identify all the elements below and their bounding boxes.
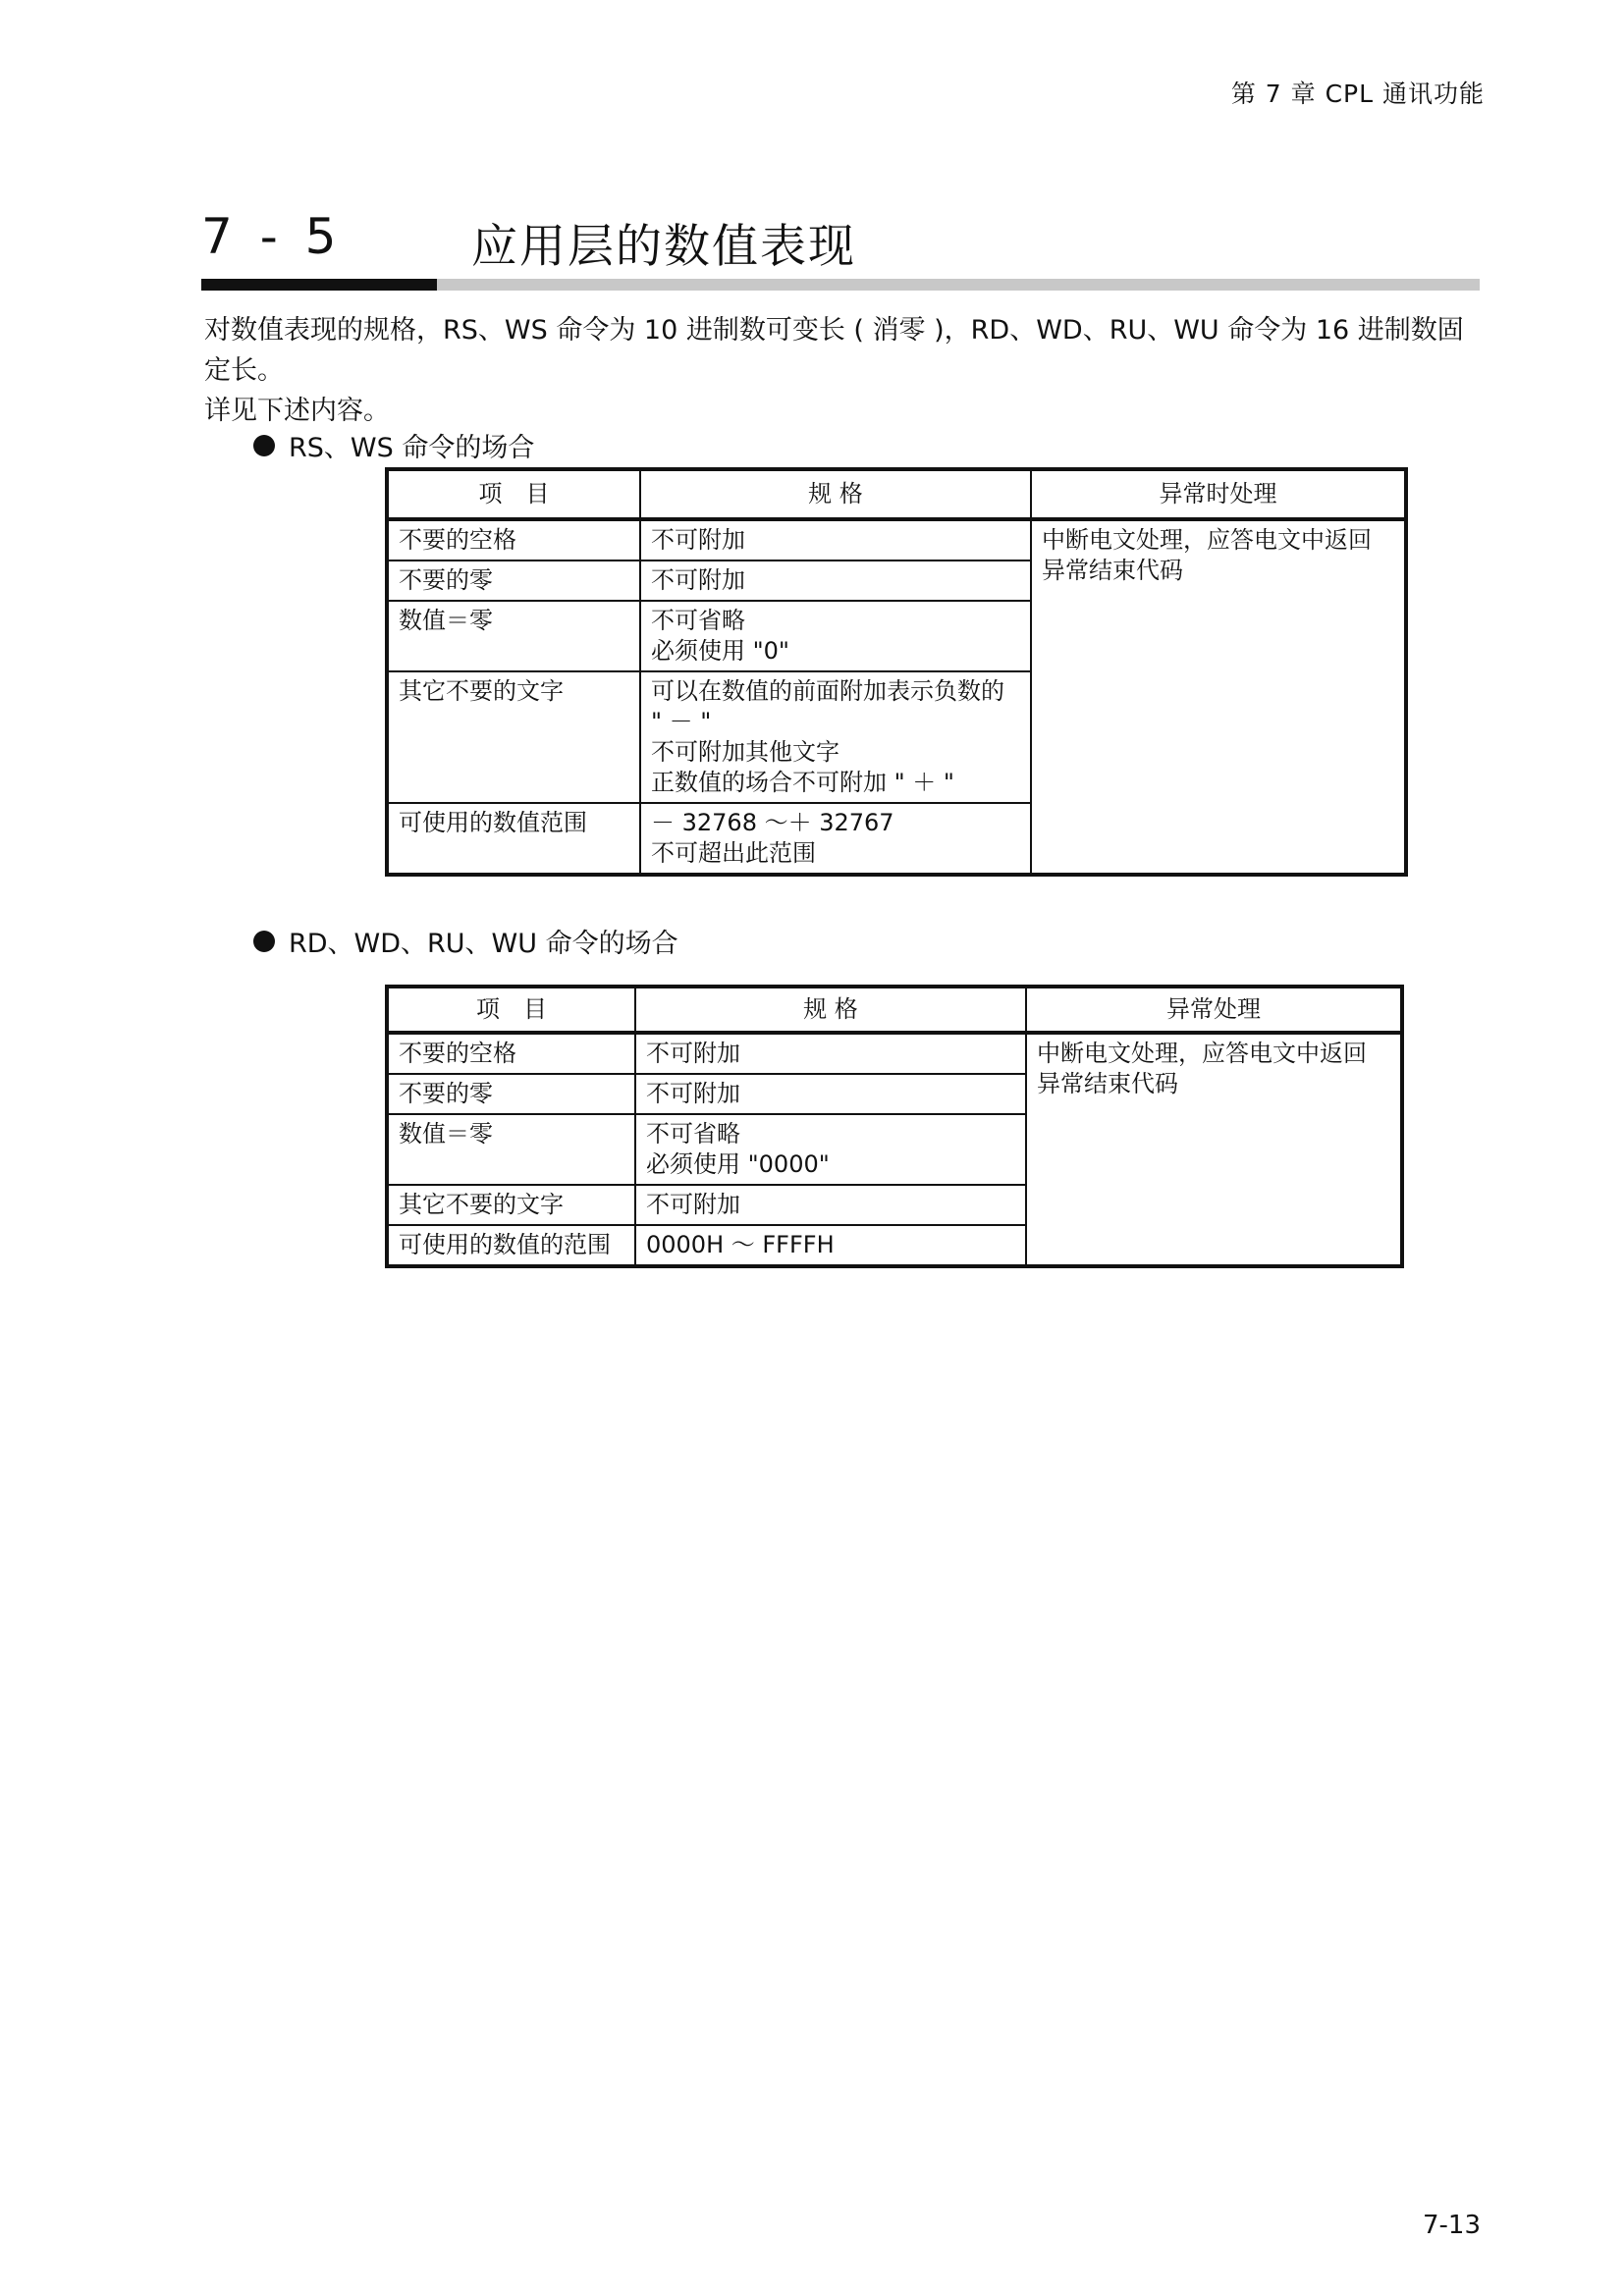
row-spec: [640, 671, 1031, 803]
spec-line: － 32768 ～＋ 32767: [651, 809, 894, 836]
error-handling-cell: [1031, 519, 1406, 875]
spec-line: 不可省略: [646, 1120, 740, 1148]
row-item: 其它不要的文字: [387, 671, 640, 803]
row-item: 可使用的数值范围: [387, 803, 640, 875]
spec-line: 0000H ～ FFFFH: [646, 1231, 835, 1258]
rd-wd-ru-wu-spec-table: [385, 985, 1404, 1268]
row-spec: [640, 561, 1031, 601]
section-number: 7 - 5: [201, 208, 343, 265]
column-header-spec: 规 格: [640, 469, 1031, 519]
error-line: 异常结束代码: [1037, 1070, 1178, 1097]
row-spec: [635, 1185, 1026, 1225]
table2-heading: [253, 922, 678, 960]
spec-line: 不可附加其他文字: [651, 738, 839, 766]
column-header-spec: 规 格: [635, 987, 1026, 1033]
row-item: 不要的空格: [387, 519, 640, 561]
spec-line: 不可附加: [646, 1191, 740, 1218]
table2-heading-text: RD、WD、RU、WU 命令的场合: [289, 929, 678, 959]
column-header-item: 项 目: [387, 987, 635, 1033]
spec-line: 不可省略: [651, 607, 745, 634]
row-item: 不要的零: [387, 561, 640, 601]
row-spec: [640, 601, 1031, 671]
table-header-row: [387, 987, 1402, 1033]
table-row: [387, 519, 1406, 561]
column-header-item: 项 目: [387, 469, 640, 519]
spec-line: 不可附加: [651, 526, 745, 554]
error-line: 异常结束代码: [1042, 557, 1183, 584]
row-spec: [640, 519, 1031, 561]
column-header-error: 异常时处理: [1031, 469, 1406, 519]
spec-line: 必须使用 "0": [651, 637, 789, 665]
table-row: [387, 1033, 1402, 1074]
spec-line: " － ": [651, 708, 712, 735]
spec-line: 不可超出此范围: [651, 839, 816, 867]
error-line: 中断电文处理，应答电文中返回: [1042, 526, 1372, 554]
intro-line-2: 详见下述内容。: [204, 396, 390, 426]
row-item: 其它不要的文字: [387, 1185, 635, 1225]
row-spec: [640, 803, 1031, 875]
intro-line-1: 对数值表现的规格，RS、WS 命令为 10 进制数可变长 ( 消零 )，RD、WD、RU、WU 命令为 16 进制数固定长。: [204, 315, 1464, 386]
spec-line: 可以在数值的前面附加表示负数的: [651, 677, 1004, 705]
row-item: 不要的空格: [387, 1033, 635, 1074]
table1-heading-text: RS、WS 命令的场合: [289, 433, 535, 463]
section-title: 应用层的数值表现: [471, 220, 856, 274]
spec-line: 不可附加: [646, 1040, 740, 1067]
row-spec: [635, 1114, 1026, 1185]
row-item: 不要的零: [387, 1074, 635, 1114]
row-spec: [635, 1033, 1026, 1074]
row-spec: [635, 1225, 1026, 1266]
bullet-icon: [253, 435, 275, 456]
spec-line: 不可附加: [651, 566, 745, 594]
column-header-error: 异常处理: [1026, 987, 1402, 1033]
spec-line: 不可附加: [646, 1080, 740, 1107]
error-line: 中断电文处理，应答电文中返回: [1037, 1040, 1367, 1067]
bullet-icon: [253, 931, 275, 952]
section-rule: [201, 279, 1480, 291]
error-handling-cell: [1026, 1033, 1402, 1266]
table-header-row: [387, 469, 1406, 519]
table1-heading: [253, 426, 534, 464]
row-item: 可使用的数值的范围: [387, 1225, 635, 1266]
row-spec: [635, 1074, 1026, 1114]
row-item: 数值＝零: [387, 1114, 635, 1185]
spec-line: 正数值的场合不可附加 " ＋ ": [651, 769, 954, 796]
spec-line: 必须使用 "0000": [646, 1150, 830, 1178]
rs-ws-spec-table: [385, 467, 1408, 877]
chapter-header: 第 7 章 CPL 通讯功能: [1230, 80, 1485, 108]
row-item: 数值＝零: [387, 601, 640, 671]
page-number: 7-13: [1422, 2211, 1481, 2240]
intro-paragraph: [204, 310, 1481, 431]
